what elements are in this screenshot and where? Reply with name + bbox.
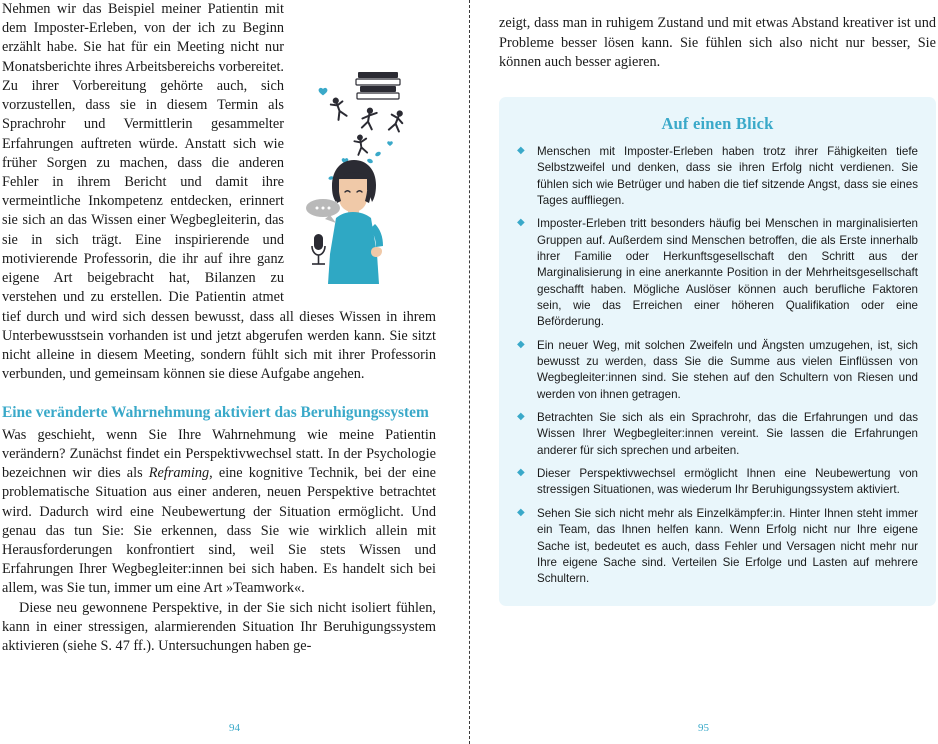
right-continued-paragraph-wrap <box>499 14 936 72</box>
bullet-diamond-icon: ◆ <box>517 144 525 156</box>
list-item <box>517 466 918 499</box>
list-item-text: Menschen mit Imposter-Erleben haben trotz ihrer Fähigkeiten tiefe Selbstzweifel und denken, dass sie ihren Erfolg nicht verdienen. Sie fühlen sich wie Betrüger und haben die tief sitzende Angst, dass sie eines Tages auffliegen. <box>537 144 918 207</box>
small-figures-group <box>329 96 406 155</box>
speech-bubble-icon <box>306 199 340 223</box>
bullet-diamond-icon: ◆ <box>517 467 525 479</box>
right-continued-paragraph: zeigt, dass man in ruhigem Zustand und mit etwas Abstand kreativer ist und Probleme besser lösen kann. Sie fühlen sich also nicht nur besser, Sie können auch besser agieren. <box>499 15 936 70</box>
summary-box-list <box>517 144 918 588</box>
books-stack-icon <box>356 72 400 99</box>
right-page-number: 95 <box>698 722 709 734</box>
bullet-diamond-icon: ◆ <box>517 506 525 518</box>
list-item-text: Imposter-Erleben tritt besonders häufig bei Menschen in marginalisierten Gruppen auf. Außerdem sind Menschen betroffen, die als Erste innerhalb ihrer Familie oder Herkunftsgesellschaft den Schritt aus der Marginalisierung in eine anerkannte Position in der Mehrheitsgesellschaft geschafft haben. Mögliche Auslöser können auch berufliche Faktoren sein, wie das Erreichen einer höheren Qualifikation oder eine Beförderung. <box>537 217 918 329</box>
summary-box-title: Auf einen Blick <box>661 113 774 133</box>
list-item-text: Sehen Sie sich nicht mehr als Einzelkämpfer:in. Hinter Ihnen steht immer ein Team, das Ihnen helfen kann. Wenn Erfolg nicht nur Ihre eigene Sache ist, bedeutet es auch, dass Fehler und Versagen nicht mehr nur Ihre eigene Sache sind. Verteilen Sie Erfolge und Lasten auf mehrere Schultern. <box>537 506 918 586</box>
left-page-number: 94 <box>229 722 240 734</box>
list-item <box>517 338 918 403</box>
bullet-diamond-icon: ◆ <box>517 217 525 229</box>
section-heading: Eine veränderte Wahrnehmung aktiviert das Beruhigungssystem <box>2 404 429 422</box>
illustration-figure <box>296 58 436 290</box>
right-page <box>469 0 938 744</box>
list-item-text: Ein neuer Weg, mit solchen Zweifeln und Ängsten umzugehen, ist, sich bewusst zu werden, dass Sie die Summe aus vielen Einflüssen von Wegbegleiter:innen sind. Sie stehen auf den Schultern von Riesen und werden von ihnen getragen. <box>537 338 918 401</box>
paragraph-2-text-part2: , eine kognitive Technik, bei der eine problematische Situation aus einer anderen, neuen Perspektive betrachtet wird. Dadurch wird eine Neubewertung der Situation ermöglicht. Und genau das tun Sie: Sie erkennen, dass Sie wie wirklich allein mit Herausforderungen konfrontiert sind, weil Sie stets Wissen und Erfahrungen Ihrer Wegbegleiter:innen bei sich haben. Es handelt sich bei allem, was Sie tun, immer um eine Art »Teamwork«. <box>2 465 436 597</box>
microphone-icon <box>312 234 325 264</box>
list-item-text: Betrachten Sie sich als ein Sprachrohr, das die Erfahrungen und das Wissen Ihrer Wegbegleiter:innen vereint. Sie lassen die Erfahrungen anderer für sich sprechen und arbeiten. <box>537 411 918 457</box>
left-paragraph-1: Nehmen wir das Beispiel meiner Patientin mit dem Imposter-Erleben, von der ich zu Beginn erzählt habe. Sie hat für ein Meeting nicht nur Monatsberichte ihres Arbeitsbereichs vorbereitet. Zu ihrer Vorbereitung gehörte auch, sich vorzustellen, dass sie in diesem Termin als Sprachrohr und Vermittlerin gesammelter Erfahrungen auftreten würde. Anstatt sich wie früher Sorgen zu machen, dass die anderen Fehler in ihrem Bericht und damit ihre vermeintliche Inkompetenz entdecken, erinnert sie sich an das Wissen einer Wegbegleiterin, das sie in sich trägt. Eine inspirierende und motivierende Professorin, die ihr auf ihre ganz eigene Art beigebracht hat, Bilanzen zu verstehen und zu erstellen. Die Patientin atmet tief durch und wird sich dessen bewusst, dass all dieses Wissen in ihrem Unterbewusstsein vorhanden ist und jetzt abgerufen werden kann. Sie sitzt nicht alleine in diesem Meeting, sondern fühlt sich mit ihrer Professorin verbunden, und gemeinsam können sie diese Aufgabe angehen. <box>2 1 436 383</box>
paragraph-2-text-part1: Was geschieht, wenn Sie Ihre Wahrnehmung wie meine Patientin verändern? Zunächst findet ein Perspektivwechsel statt. In der Psychologie bezeichnen wir dies als <box>2 426 436 482</box>
bullet-diamond-icon: ◆ <box>517 411 525 423</box>
woman-figure <box>327 160 383 290</box>
list-item <box>517 144 918 209</box>
list-item-text: Dieser Perspektivwechsel ermöglicht Ihnen eine Neubewertung von stressigen Situationen, was wiederum Ihr Beruhigungssystem aktiviert. <box>537 467 918 497</box>
list-item <box>517 506 918 588</box>
list-item <box>517 216 918 330</box>
bullet-diamond-icon: ◆ <box>517 338 525 350</box>
page-gutter-divider <box>469 0 470 744</box>
left-paragraph-2 <box>2 426 436 599</box>
left-page-content <box>2 0 436 656</box>
list-item <box>517 410 918 459</box>
left-paragraph-3: Diese neu gewonnene Perspektive, in der Sie sich nicht isoliert fühlen, kann in einer stressigen, alarmierenden Situation Ihr Beruhigungssystem aktivieren (siehe S. 47 ff.). Untersuchungen haben ge- <box>2 599 436 655</box>
term-reframing: Reframing <box>148 465 210 482</box>
woman-with-books-and-figures-illustration <box>296 58 436 290</box>
summary-box <box>499 97 936 606</box>
